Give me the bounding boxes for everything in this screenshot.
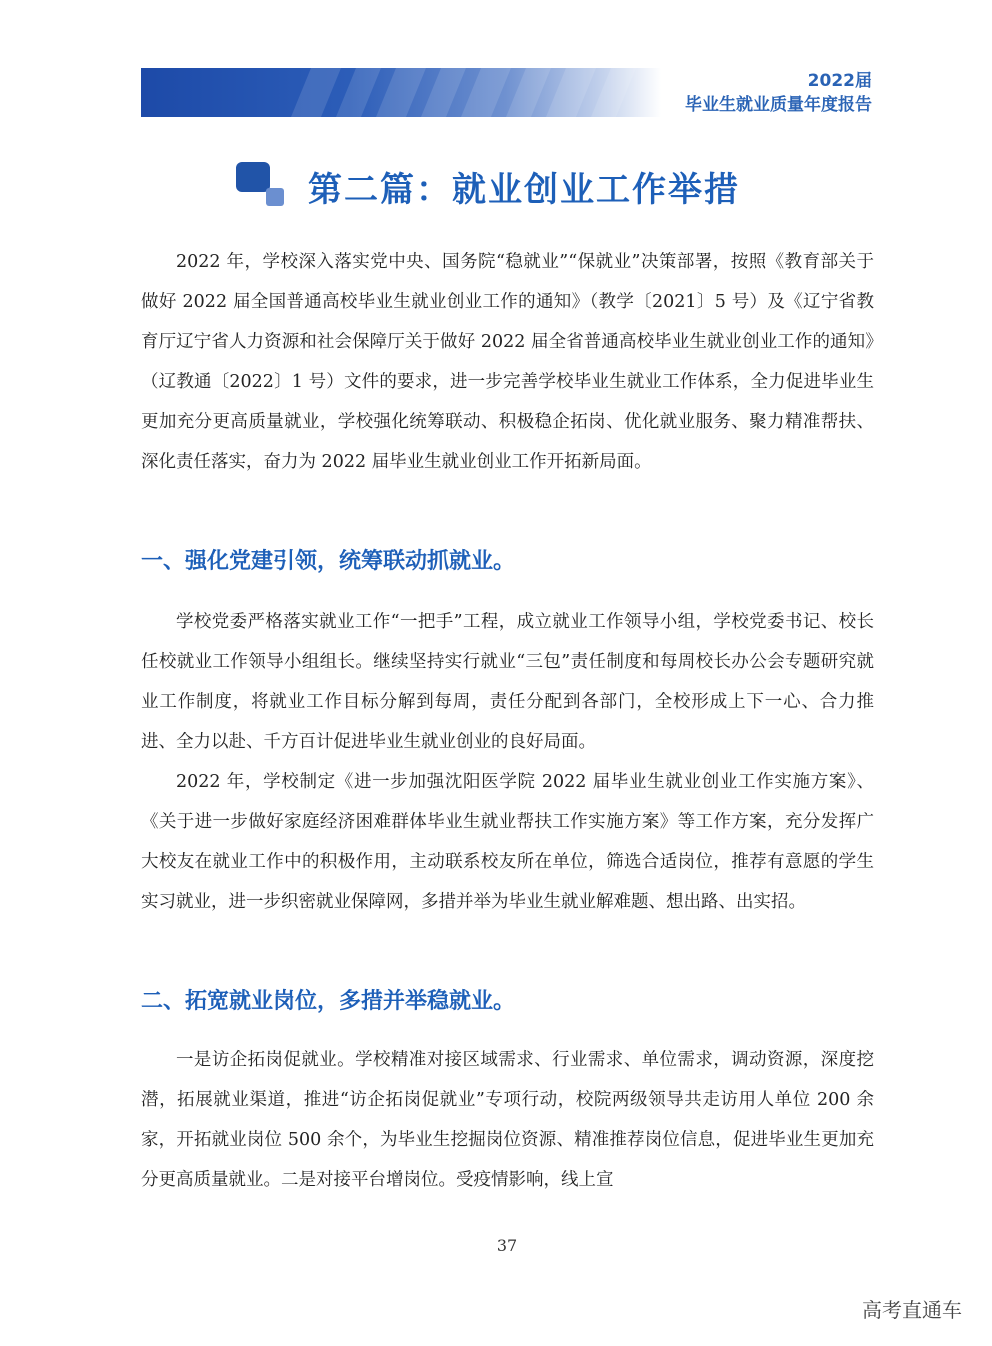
watermark: 高考直通车 — [862, 1298, 962, 1322]
chapter-title: 第二篇：就业创业工作举措 — [308, 170, 740, 210]
report-year: 2022届 — [807, 71, 872, 91]
report-title: 毕业生就业质量年度报告 — [685, 95, 872, 115]
squares-icon — [232, 158, 292, 214]
section1-paragraph-2: 2022 年，学校制定《进一步加强沈阳医学院 2022 届毕业生就业创业工作实施方案》、《关于进一步做好家庭经济困难群体毕业生就业帮扶工作实施方案》等工作方案，充分发挥广大校友在就业工作中的积极作用，主动联系校友所在单位，筛选合适岗位，推荐有意愿的学生实习就业，进一步织密就业保障网，多措并举为毕业生就业解难题、想出路、出实招。 — [141, 772, 874, 912]
section-heading-2: 二、拓宽就业岗位，多措并举稳就业。 — [141, 989, 516, 1014]
header-band — [141, 68, 661, 117]
chapter-title-block — [232, 158, 832, 214]
intro-paragraph: 2022 年，学校深入落实党中央、国务院“稳就业”“保就业”决策部署，按照《教育部关于做好 2022 届全国普通高校毕业生就业创业工作的通知》（教学〔2021〕5 号）及《辽宁省教育厅辽宁省人力资源和社会保障厅关于做好 2022 届全省普通高校毕业生就业创业工作的通知》（辽教通〔2022〕1 号）文件的要求，进一步完善学校毕业生就业工作体系，全力促进毕业生更加充分更高质量就业，学校强化统筹联动、积极稳企拓岗、优化就业服务、聚力精准帮扶、深化责任落实，奋力为 2022 届毕业生就业创业工作开拓新局面。 — [141, 252, 874, 472]
section1-paragraph-1: 学校党委严格落实就业工作“一把手”工程，成立就业工作领导小组，学校党委书记、校长任校就业工作领导小组组长。继续坚持实行就业“三包”责任制度和每周校长办公会专题研究就业工作制度，将就业工作目标分解到每周，责任分配到各部门，全校形成上下一心、合力推进、全力以赴、千方百计促进毕业生就业创业的良好局面。 — [141, 612, 874, 752]
section2-paragraph-1: 一是访企拓岗促就业。学校精准对接区域需求、行业需求、单位需求，调动资源，深度挖潜，拓展就业渠道，推进“访企拓岗促就业”专项行动，校院两级领导共走访用人单位 200 余家，开拓就业岗位 500 余个，为毕业生挖掘岗位资源、精准推荐岗位信息，促进毕业生更加充分更高质量就业。二是对接平台增岗位。受疫情影响，线上宣 — [141, 1050, 874, 1190]
report-header — [685, 70, 872, 118]
page-number: 37 — [496, 1236, 518, 1255]
section-heading-1: 一、强化党建引领，统筹联动抓就业。 — [141, 549, 516, 574]
header-stripe-decoration — [141, 68, 661, 117]
